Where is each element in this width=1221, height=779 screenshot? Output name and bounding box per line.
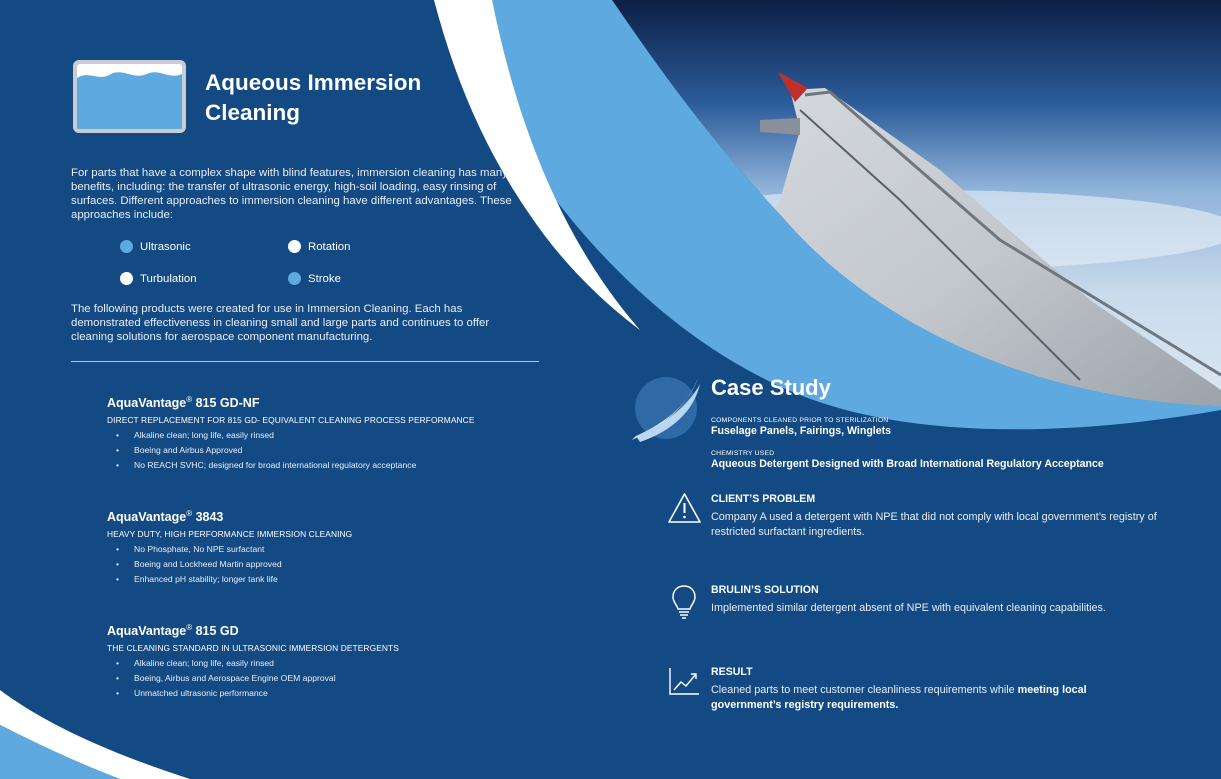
result-body: Cleaned parts to meet customer cleanliness requirements while meeting local government’s registry requirements. [711, 684, 1087, 711]
solution-heading: BRULIN’S SOLUTION [711, 584, 819, 596]
components-value: Fuselage Panels, Fairings, Winglets [711, 425, 892, 437]
product-subtitle: THE CLEANING STANDARD IN ULTRASONIC IMMERSION DETERGENTS [107, 643, 399, 654]
trend-chart-icon [668, 666, 700, 696]
products-intro: The following products were created for use in Immersion Cleaning. Each has demonstrated effectiveness in cleaning small and large parts and continues to offer cleaning solutions for aerospace component manufacturing. [71, 303, 490, 343]
method-label: Stroke [308, 272, 341, 285]
method-turbulation [120, 272, 197, 285]
solution-body: Implemented similar detergent absent of NPE with equivalent cleaning capabilities. [711, 602, 1106, 614]
product-bullets [107, 656, 527, 701]
product-815-gd-nf [107, 395, 527, 473]
list-item: • Enhanced pH stability; longer tank life [107, 572, 527, 587]
lightbulb-icon [671, 584, 697, 620]
product-3843 [107, 509, 527, 587]
list-item: • No Phosphate, No NPE surfactant [107, 542, 527, 557]
list-item: • Unmatched ultrasonic performance [107, 686, 527, 701]
chemistry-value: Aqueous Detergent Designed with Broad International Regulatory Acceptance [711, 458, 1104, 470]
tank-icon [71, 58, 188, 135]
chemistry-block [711, 450, 1104, 470]
product-subtitle: DIRECT REPLACEMENT FOR 815 GD- EQUIVALENT CLEANING PROCESS PERFORMANCE [107, 415, 475, 426]
result-block [711, 666, 1151, 713]
dot-icon [120, 240, 133, 253]
wing-icon [630, 376, 702, 444]
problem-body: Company A used a detergent with NPE that did not comply with local government’s registry of restricted surfactant ingredients. [711, 511, 1157, 538]
page-title: Aqueous Immersion Cleaning [205, 70, 422, 125]
method-label: Turbulation [140, 272, 197, 285]
problem-block [711, 493, 1161, 540]
list-item: • Boeing and Lockheed Martin approved [107, 557, 527, 572]
case-study-title: Case Study [711, 375, 831, 400]
product-bullets [107, 542, 527, 587]
list-item: • Alkaline clean; long life, easily rinsed [107, 656, 527, 671]
product-bullets [107, 428, 527, 473]
result-heading: RESULT [711, 666, 753, 678]
method-label: Rotation [308, 240, 351, 253]
dot-icon [288, 240, 301, 253]
list-item: • Alkaline clean; long life, easily rinsed [107, 428, 527, 443]
method-stroke [288, 272, 341, 285]
product-name: AquaVantage® 815 GD-NF [107, 395, 260, 411]
chemistry-label: CHEMISTRY USED [711, 450, 775, 457]
product-815-gd [107, 623, 527, 701]
problem-heading: CLIENT’S PROBLEM [711, 493, 816, 505]
list-item: • No REACH SVHC; designed for broad international regulatory acceptance [107, 458, 527, 473]
list-item: • Boeing and Airbus Approved [107, 443, 527, 458]
product-subtitle: HEAVY DUTY, HIGH PERFORMANCE IMMERSION CLEANING [107, 529, 353, 540]
intro-paragraph: For parts that have a complex shape with blind features, immersion cleaning has many benefits, including: the transfer of ultrasonic energy, high-soil loading, easy rinsing of surfaces. Different approaches to immersion cleaning have different advantages. These approaches include: [71, 167, 512, 221]
components-label: COMPONENTS CLEANED PRIOR TO STERILIZATION [711, 417, 889, 424]
product-name: AquaVantage® 3843 [107, 509, 224, 525]
method-rotation [288, 240, 350, 253]
product-name: AquaVantage® 815 GD [107, 623, 239, 639]
dot-icon [288, 272, 301, 285]
method-ultrasonic [120, 240, 191, 253]
components-block [711, 417, 891, 437]
divider [71, 361, 539, 362]
warning-icon [667, 492, 702, 524]
list-item: • Boeing, Airbus and Aerospace Engine OEM approval [107, 671, 527, 686]
solution-block [711, 584, 1161, 616]
method-label: Ultrasonic [140, 240, 191, 253]
dot-icon [120, 272, 133, 285]
